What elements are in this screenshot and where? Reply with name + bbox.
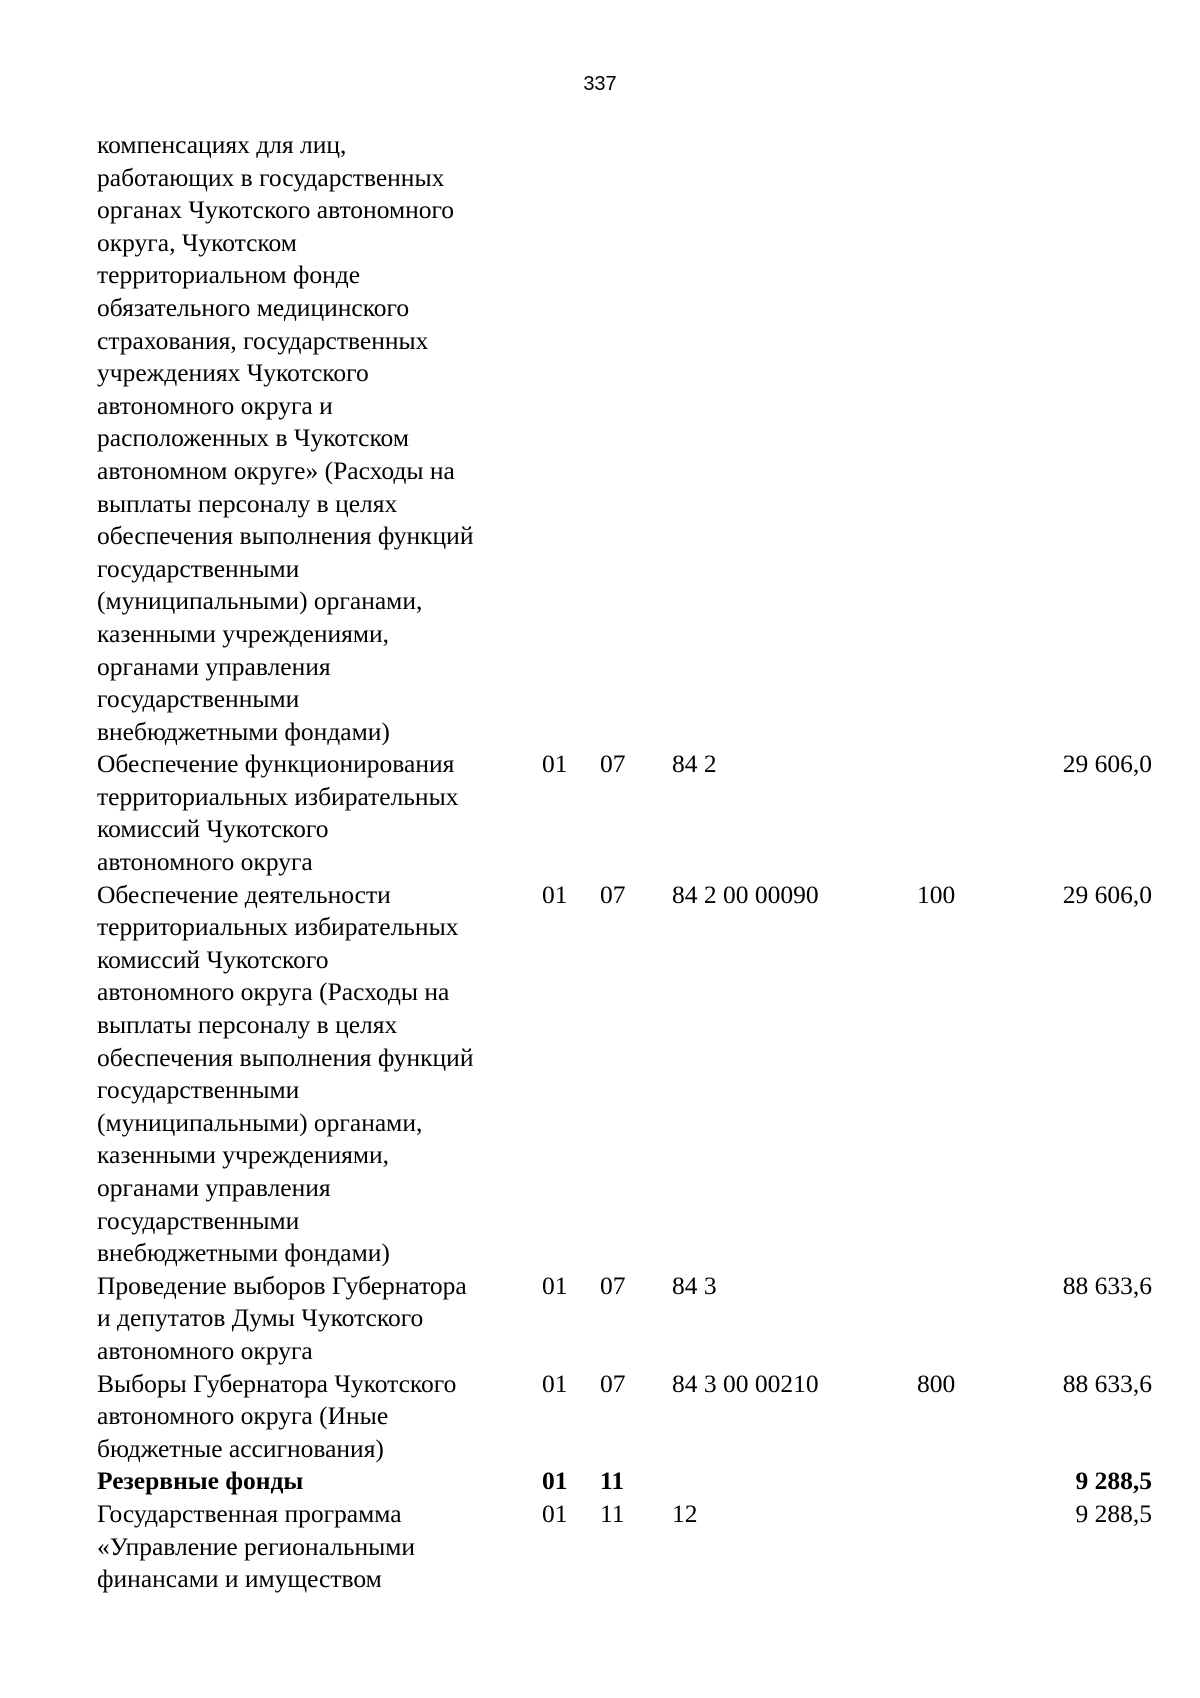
- row-description: Обеспечение функционирования территориальных избирательных комиссий Чукотского автономного округа: [97, 749, 459, 877]
- table-row: [97, 129, 1152, 748]
- subsection-code: 07: [600, 1368, 626, 1398]
- table-row-section-heading: [97, 1465, 1152, 1498]
- target-item-code: 84 2 00 00090: [672, 879, 819, 909]
- section-code: 01: [542, 749, 568, 779]
- subsection-code: 07: [600, 1270, 626, 1300]
- row-description: Государственная программа «Управление региональными финансами и имуществом: [97, 1498, 416, 1594]
- amount: 88 633,6: [1062, 1270, 1152, 1300]
- row-description: Проведение выборов Губернатора и депутатов Думы Чукотского автономного округа: [97, 1270, 467, 1365]
- table-row: [97, 1368, 1152, 1466]
- expense-type-code: 800: [917, 1368, 956, 1398]
- amount: 9 288,5: [1075, 1466, 1152, 1496]
- subsection-code: 11: [600, 1466, 625, 1496]
- amount: 29 606,0: [1062, 749, 1152, 779]
- section-code: 01: [542, 1498, 568, 1528]
- row-description: Выборы Губернатора Чукотского автономного округа (Иные бюджетные ассигнования): [97, 1368, 457, 1463]
- amount: 9 288,5: [1075, 1498, 1152, 1528]
- row-description: компенсациях для лиц, работающих в государственных органах Чукотского автономного округа, Чукотском территориальном фонде обязательного медицинского страхования, государственных учреждениях Чукотского автономного округа и расположенных в Чукотском автономном округе» (Расходы на выплаты персоналу в целях обеспечения выполнения функций государственными (муниципальными) органами, казенными учреждениями, органами управления государственными внебюджетными фондами): [97, 130, 474, 746]
- section-code: 01: [542, 1368, 568, 1398]
- amount: 29 606,0: [1062, 879, 1152, 909]
- section-code: 01: [542, 1270, 568, 1300]
- target-item-code: 84 3: [672, 1270, 717, 1300]
- subsection-code: 11: [600, 1498, 625, 1528]
- table-row: [97, 879, 1152, 1270]
- amount: 88 633,6: [1062, 1368, 1152, 1398]
- section-code: 01: [542, 1466, 568, 1496]
- row-description: Обеспечение деятельности территориальных избирательных комиссий Чукотского автономного округа (Расходы на выплаты персоналу в целях обеспечения выполнения функций государственными (муниципальными) органами, казенными учреждениями, органами управления государственными внебюджетными фондами): [97, 879, 474, 1268]
- target-item-code: 84 2: [672, 749, 717, 779]
- table-row: [97, 1270, 1152, 1368]
- table-row: [97, 1498, 1152, 1596]
- subsection-code: 07: [600, 879, 626, 909]
- target-item-code: 84 3 00 00210: [672, 1368, 819, 1398]
- target-item-code: 12: [672, 1498, 698, 1528]
- section-code: 01: [542, 879, 568, 909]
- budget-table: [97, 129, 1152, 1596]
- table-row: [97, 748, 1152, 878]
- subsection-code: 07: [600, 749, 626, 779]
- row-description: Резервные фонды: [97, 1466, 304, 1496]
- expense-type-code: 100: [917, 879, 956, 909]
- page-number: 337: [583, 73, 617, 95]
